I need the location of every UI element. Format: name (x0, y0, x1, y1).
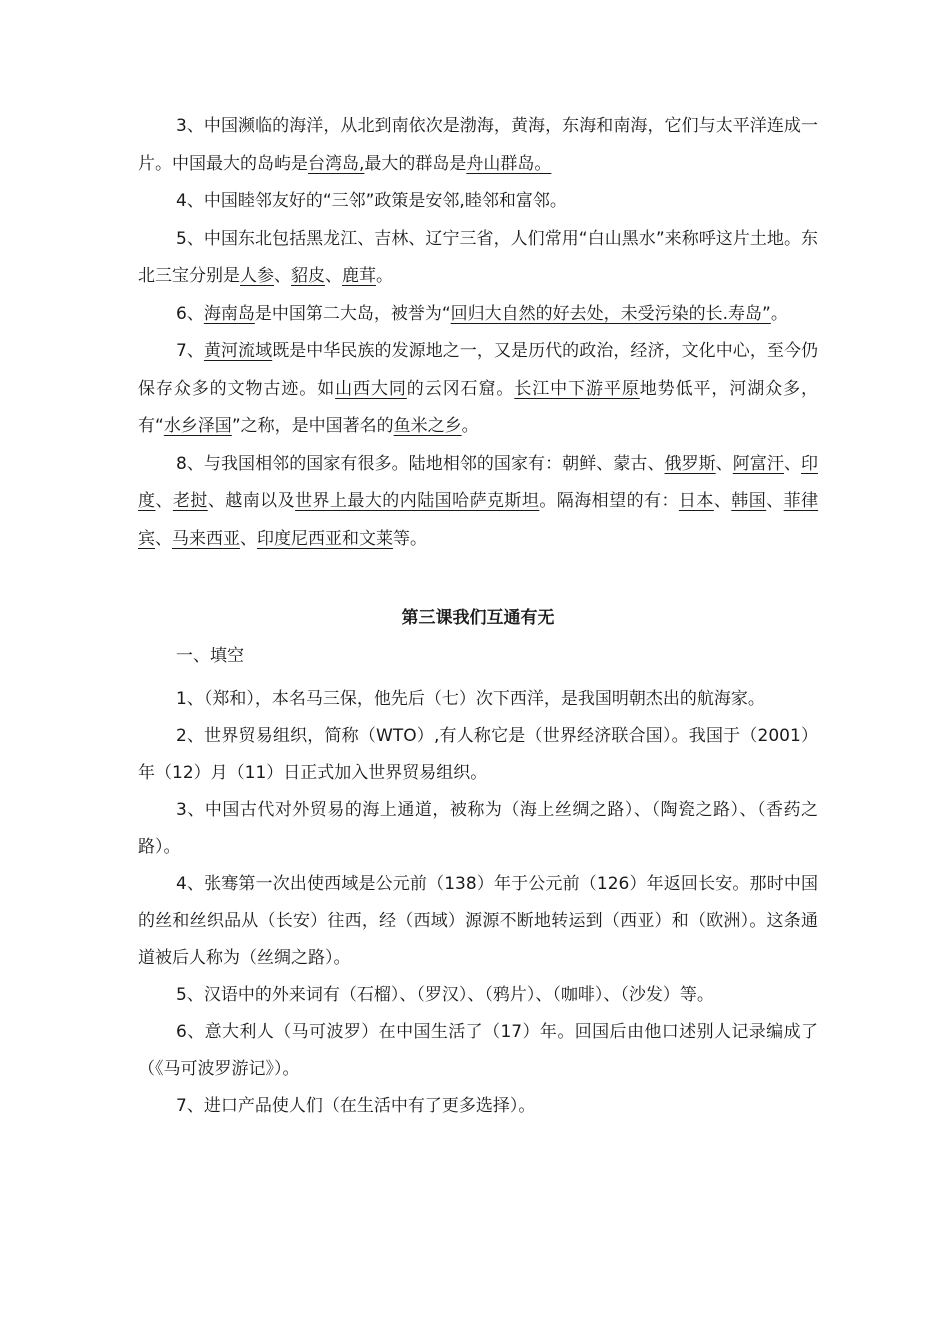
paragraph-text: 、 (274, 266, 291, 286)
underlined-answer: 舟山群岛。 (466, 153, 552, 174)
paragraph-text: 、越南以及 (207, 491, 296, 511)
paragraph-p6 (138, 296, 818, 334)
underlined-answer: 黄河流域 (203, 341, 273, 361)
underlined-answer: 人参 (240, 266, 274, 286)
paragraph-text: 3、中国濒临的海洋，从北到南依次是渤海，黄海，东海和南海，它们与太平洋连成一片。中国最大的岛屿是 (138, 116, 818, 174)
underlined-answer: 水乡泽国 (163, 416, 232, 436)
underlined-answer: 马来西亚 (172, 528, 240, 549)
paragraph-p5 (138, 221, 818, 296)
fill-in-blank-heading: 一、填空 (176, 645, 244, 666)
paragraph-text: 地势低平，河湖众多，有“ (138, 378, 819, 436)
underlined-answer: 老挝 (172, 491, 208, 511)
fill-in-item-4: 4、张骞第一次出使西域是公元前（138）年于公元前（126）年返回长安。那时中国的丝和丝织品从（长安）往西，经（西域）源源不断地转运到（西亚）和（欧洲）。这条通道被后人称为（丝绸之路）。 (138, 874, 818, 968)
paragraph-text: 、 (325, 266, 342, 286)
underlined-answer: 鹿茸 (342, 266, 376, 286)
fill-in-item-1: 1、（郑和），本名马三保，他先后（七）次下西洋，是我国明朝杰出的航海家。 (176, 689, 765, 709)
underlined-answer: 鱼米之乡 (393, 416, 462, 436)
paragraph-text: 、 (715, 453, 733, 474)
fill-in-item-6: 6、意大利人（马可波罗）在中国生活了（17）年。回国后由他口述别人记录编成了（《马可波罗游记》）。 (138, 1022, 818, 1079)
underlined-answer: 回归大自然的好去处，未受污染的长.寿岛” (450, 303, 771, 324)
paragraph-text: 8、与我国相邻的国家有很多。陆地相邻的国家有：朝鲜、蒙古、 (176, 453, 665, 474)
underlined-answer: 台湾岛, (308, 153, 365, 174)
paragraph-text: 、 (240, 528, 257, 549)
underlined-answer: 韩国 (731, 491, 767, 511)
paragraph-text: 、 (783, 453, 802, 474)
paragraph-text: 是中国第二大岛，被誉为“ (254, 303, 451, 324)
underlined-answer: 印度尼西亚和文莱 (257, 528, 393, 549)
paragraph-p7 (138, 333, 818, 446)
underlined-answer: 日本 (678, 491, 714, 511)
underlined-answer: 山西大同 (335, 378, 407, 399)
paragraph-text: 既是中华民族的发源地之一，又是历代的政治，经济，文化中心，至今仍保存众多的文物古迹。如 (138, 341, 819, 399)
paragraph-text: 7、 (176, 341, 204, 361)
lesson-title: 第三课我们互通有无 (401, 608, 555, 628)
paragraph-text: 。 (376, 266, 393, 286)
underlined-answer: 俄罗斯 (664, 453, 716, 474)
paragraph-text: 等。 (393, 528, 427, 549)
paragraph-text: 。 (770, 303, 788, 324)
paragraph-text: 4、中国睦邻友好的“三邻”政策是安邻,睦邻和富邻。 (176, 191, 567, 211)
paragraph-text: ”之称，是中国著名的 (231, 416, 394, 436)
paragraph-text: 最大的群岛是 (364, 153, 467, 174)
underlined-answer: 印度 (138, 453, 819, 511)
fill-in-item-5: 5、汉语中的外来词有（石榴）、（罗汉）、（鸦片）、（咖啡）、（沙发）等。 (176, 985, 714, 1005)
paragraph-p3 (138, 108, 818, 183)
fill-in-item-2: 2、世界贸易组织，简称（WTO）,有人称它是（世界经济联合国）。我国于（2001）年（12）月（11）日正式加入世界贸易组织。 (138, 726, 818, 783)
underlined-answer: 阿富汗 (732, 453, 784, 474)
paragraph-text: 5、中国东北包括黑龙江、吉林、辽宁三省，人们常用“白山黑水”来称呼这片土地。东北三宝分别是 (138, 228, 818, 286)
document-body (138, 108, 818, 1125)
fill-in-item-3: 3、中国古代对外贸易的海上通道，被称为（海上丝绸之路）、（陶瓷之路）、（香药之路）。 (138, 800, 818, 857)
underlined-answer: 菲律宾 (138, 491, 819, 549)
paragraph-text: 。隔海相望的有： (539, 491, 679, 511)
paragraph-text: 。 (461, 416, 479, 436)
paragraph-text: 、 (155, 491, 173, 511)
underlined-answer: 海南岛 (203, 303, 255, 324)
underlined-answer: 貂皮 (291, 266, 325, 286)
paragraph-text: 、 (155, 528, 172, 549)
underlined-answer: 世界上最大的内陆国哈萨克斯坦 (295, 491, 540, 511)
underlined-answer: 长江中下游平原 (514, 378, 640, 399)
paragraph-text: 6、 (176, 303, 204, 324)
paragraph-p4 (138, 183, 818, 221)
paragraph-text: 、 (713, 491, 732, 511)
paragraph-text: 的云冈石窟。 (406, 378, 515, 399)
paragraph-p8 (138, 446, 818, 559)
paragraph-text: 、 (766, 491, 784, 511)
fill-in-item-7: 7、进口产品使人们（在生活中有了更多选择）。 (176, 1096, 536, 1116)
section-fill-in-blanks (138, 681, 818, 1125)
section-geography-notes (138, 108, 818, 558)
